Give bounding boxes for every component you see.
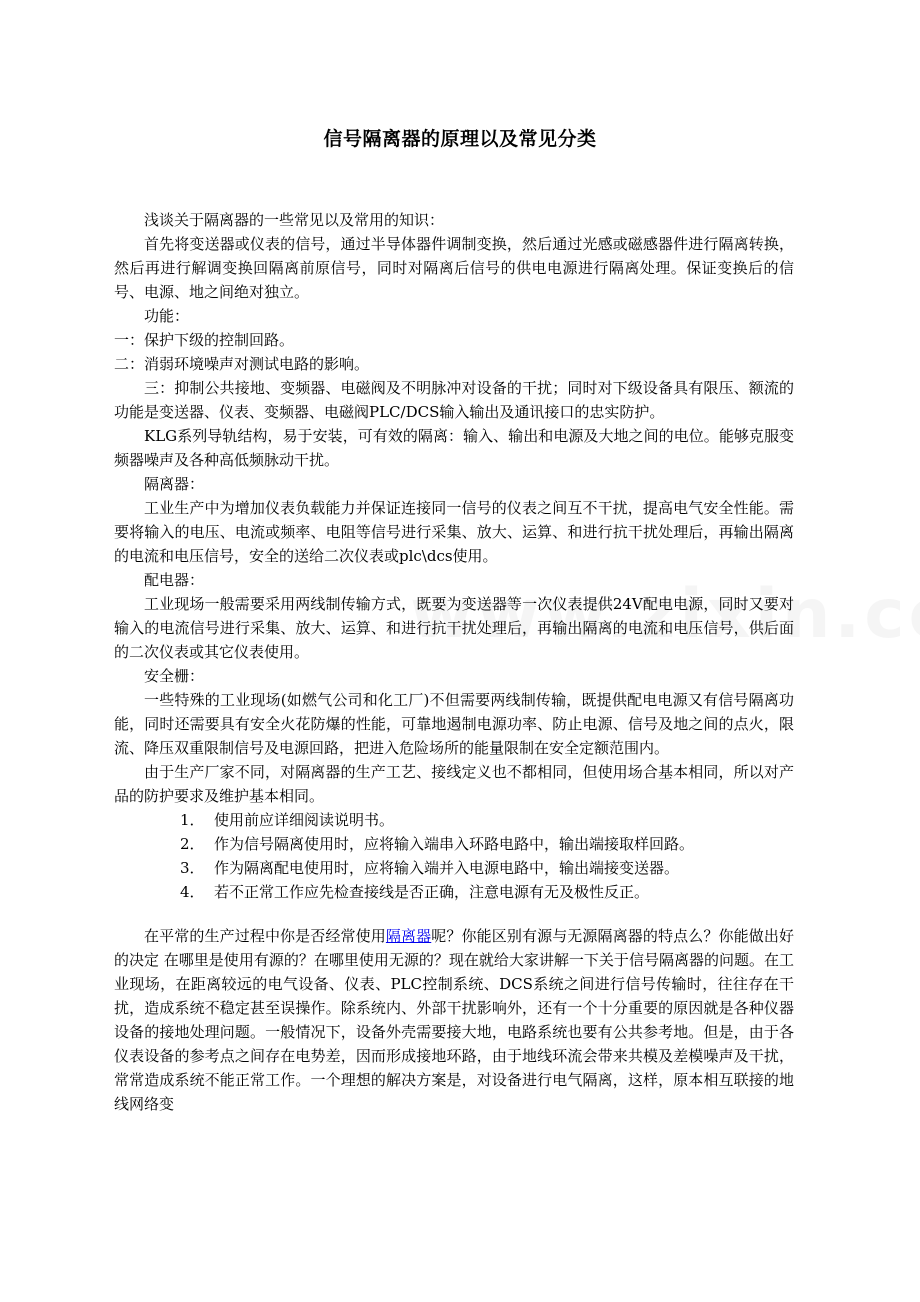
function-heading: 功能： (144, 307, 190, 325)
barrier-heading: 安全栅： (144, 667, 205, 685)
isolator-heading: 隔离器： (144, 475, 205, 493)
final-text-before: 在平常的生产过程中你是否经常使用 (144, 927, 386, 945)
list-item-text: 作为信号隔离使用时，应将输入端串入环路电路中，输出端接取样回路。 (214, 835, 695, 853)
list-item-number: 2． (180, 835, 205, 853)
list-item-number: 1． (180, 811, 205, 829)
list-item-text: 使用前应详细阅读说明书。 (214, 811, 395, 829)
barrier-paragraph: 一些特殊的工业现场(如燃气公司和化工厂)不但需要两线制传输，既提供配电电源又有信号隔离功能，同时还需要具有安全火花防爆的性能，可靠地遏制电源功率、防止电源、信号及地之间的点火，限流、降压双重限制信号及电源回路，把进入危险场所的能量限制在安全定额范围内。 (114, 691, 794, 757)
final-text-after: 呢？你能区别有源与无源隔离器的特点么？你能做出好的决定 在哪里是使用有源的？在哪里使用无源的？现在就给大家讲解一下关于信号隔离器的问题。在工业现场，在距离较远的电气设备、仪表、PLC控制系统、DCS系统之间进行信号传输时，往往存在干扰，造成系统不稳定甚至误操作。除系统内、外部干扰影响外，还有一个十分重要的原因就是各种仪器设备的接地处理问题。一般情况下，设备外壳需要接大地，电路系统也要有公共参考地。但是，由于各仪表设备的参考点之间存在电势差，因而形成接地环路，由于地线环流会带来共模及差模噪声及干扰，常常造成系统不能正常工作。一个理想的解决方案是，对设备进行电气隔离，这样，原本相互联接的地线网络变 (114, 927, 794, 1113)
klg-paragraph: KLG系列导轨结构，易于安装，可有效的隔离：输入、输出和电源及大地之间的电位。能够克服变频器噪声及各种高低频脉动干扰。 (114, 427, 794, 469)
list-item-number: 4． (180, 883, 205, 901)
intro-paragraph: 浅谈关于隔离器的一些常见以及常用的知识： (144, 211, 445, 229)
distributor-heading: 配电器： (144, 571, 205, 589)
page-title: 信号隔离器的原理以及常见分类 (323, 128, 597, 150)
function-item-3: 三：抑制公共接地、变频器、电磁阀及不明脉冲对设备的干扰；同时对下级设备具有限压、额流的功能是变送器、仪表、变频器、电磁阀PLC/DCS输入输出及通讯接口的忠实防护。 (114, 379, 794, 421)
paragraph-gap (114, 904, 794, 924)
list-item (114, 832, 794, 856)
isolator-link[interactable]: 隔离器 (385, 927, 432, 945)
distributor-paragraph: 工业现场一般需要采用两线制传输方式，既要为变送器等一次仪表提供24V配电电源，同时又要对输入的电流信号进行采集、放大、运算、和进行抗干扰处理后，再输出隔离的电流和电压信号，供后面的二次仪表或其它仪表使用。 (114, 595, 794, 661)
document-body (114, 208, 794, 1116)
list-item-text: 作为隔离配电使用时，应将输入端并入电源电路中，输出端接变送器。 (214, 859, 680, 877)
function-item-1: 一：保护下级的控制回路。 (114, 331, 295, 349)
principle-paragraph: 首先将变送器或仪表的信号，通过半导体器件调制变换，然后通过光感或磁感器件进行隔离转换，然后再进行解调变换回隔离前原信号，同时对隔离后信号的供电电源进行隔离处理。保证变换后的信号、电源、地之间绝对独立。 (114, 235, 794, 301)
function-item-2: 二：消弱环境噪声对测试电路的影响。 (114, 355, 370, 373)
list-item-number: 3． (180, 859, 205, 877)
list-item-text: 若不正常工作应先检查接线是否正确，注意电源有无及极性反正。 (214, 883, 650, 901)
list-item (114, 880, 794, 904)
final-paragraph (114, 924, 794, 1116)
usage-list (114, 808, 794, 904)
list-item (114, 856, 794, 880)
maintenance-paragraph: 由于生产厂家不同，对隔离器的生产工艺、接线定义也不都相同，但使用场合基本相同，所以对产品的防护要求及维护基本相同。 (114, 763, 794, 805)
list-item (114, 808, 794, 832)
isolator-paragraph: 工业生产中为增加仪表负载能力并保证连接同一信号的仪表之间互不干扰，提高电气安全性能。需要将输入的电压、电流或频率、电阻等信号进行采集、放大、运算、和进行抗干扰处理后，再输出隔离的电流和电压信号，安全的送给二次仪表或plc\dcs使用。 (114, 499, 794, 565)
